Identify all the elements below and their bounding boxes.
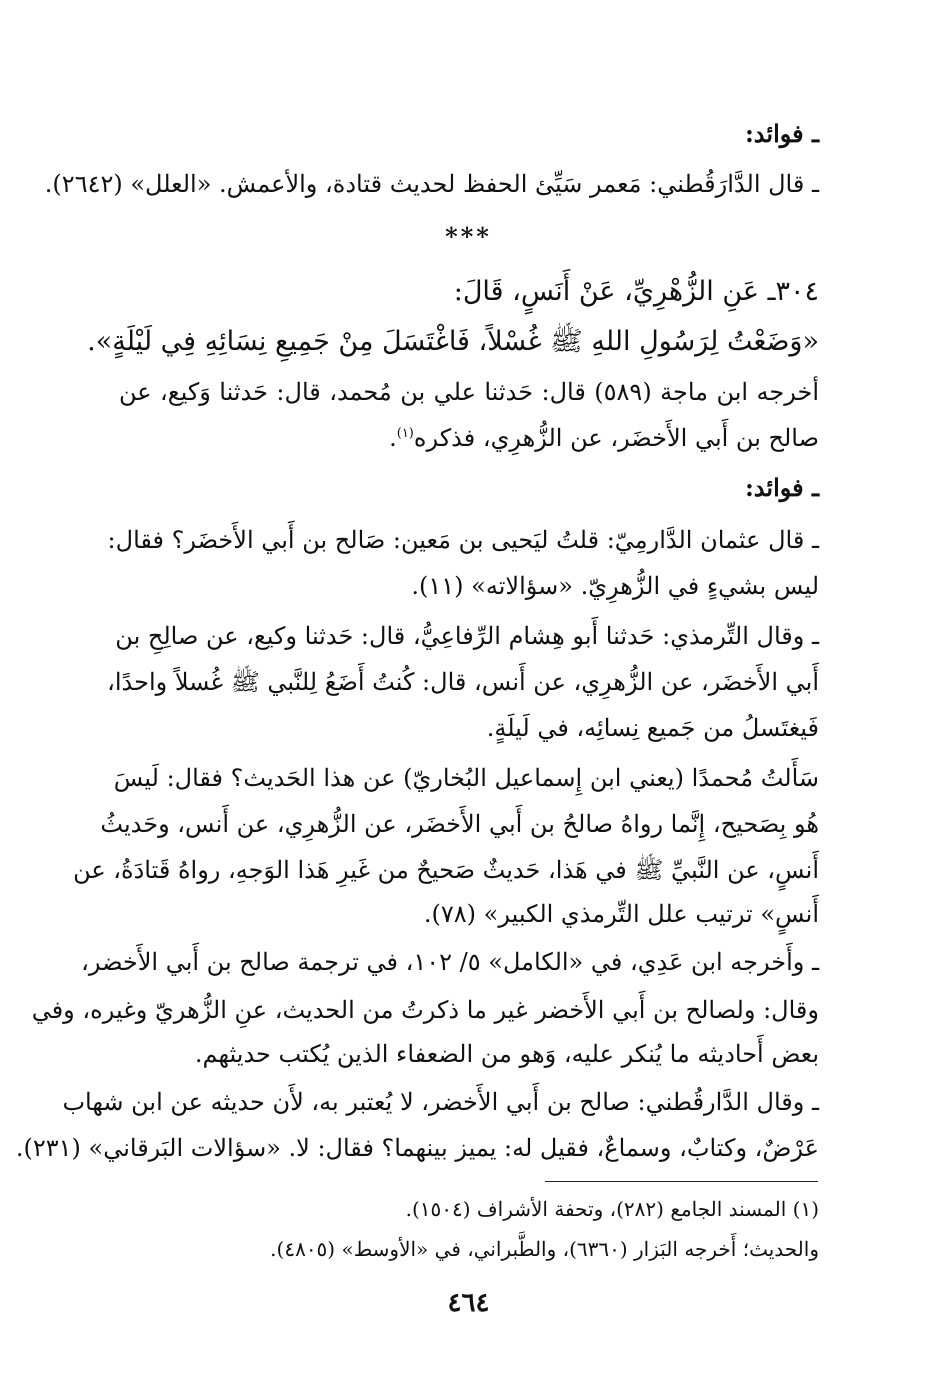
- footnote: والحديث؛ أَخرجه البَزار (٦٣٦٠)، والطَّبراني، في «الأوسط» (٤٨٠٥).: [270, 1237, 819, 1261]
- text-segment: صالح بن أَبي الأَخضَر، عن الزُّهرِي، فذكره: [413, 424, 819, 452]
- text-line: فَيغتَسلُ من جَميع نِسائِه، في لَيلَةٍ.: [486, 714, 819, 742]
- text-line: [119, 418, 819, 458]
- footnote: (١) المسند الجامع (٢٨٢)، وتحفة الأشراف (١٥٠٤).: [405, 1197, 819, 1221]
- text-line: وقال: ولصالح بن أَبي الأَخضر غير ما ذكرتُ من الحديث، عنِ الزُّهريّ وغيره، وفي: [31, 996, 819, 1024]
- section-heading-benefits: ـ فوائد:: [744, 473, 819, 502]
- text-line: أَبي الأَخضَر، عن الزُّهرِي، عن أَنس، قال: كُنتُ أَضَعُ لِلنَّبي ﷺ غُسلاً واحدًا،: [107, 668, 819, 696]
- text-segment: .: [389, 424, 397, 452]
- section-separator: ***: [445, 222, 492, 251]
- hadith-number-heading: ٣٠٤ـ عَنِ الزُّهْرِيِّ، عَنْ أَنَسٍ، قَالَ:: [453, 276, 819, 307]
- hadith-text: «وَضَعْتُ لِرَسُولِ اللهِ ﷺ غُسْلاً، فَاغْتَسَلَ مِنْ جَمِيعِ نِسَائِهِ فِي لَيْلَةٍ».: [87, 326, 819, 357]
- section-heading-benefits: ـ فوائد:: [744, 119, 819, 148]
- text-line: ليس بشيءٍ في الزُّهرِيّ. «سؤالاته» (١١).: [411, 572, 819, 600]
- text-line: ـ وقال التِّرمذي: حَدثنا أَبو هِشام الرِّفاعِيُّ، قال: حَدثنا وكيع، عن صالِحِ بن: [115, 622, 819, 650]
- text-line: عَرْضٌ، وكتابٌ، وسماعٌ، فقيل له: يميز بينهما؟ فقال: لا. «سؤالات البَرقاني» (٢٣١).: [15, 1134, 819, 1162]
- page-number: ٤٦٤: [447, 1288, 490, 1318]
- text-line: سَأَلتُ مُحمدًا (يعني ابن إِسماعيل البُخاريّ) عن هذا الحَديث؟ فقال: لَيسَ: [113, 764, 819, 792]
- text-line: ـ قال الدَّارَقُطني: مَعمر سَيِّئ الحفظ لحديث قتادة، والأعمش. «العلل» (٢٦٤٢).: [44, 170, 819, 198]
- text-line: أَنسٍ، عن النَّبيِّ ﷺ في هَذا، حَديثٌ صَحيحٌ من غَيرِ هَذا الوَجهِ، رواهُ قَتادَةُ، عن: [73, 856, 819, 884]
- text-line: ـ وأَخرجه ابن عَدِي، في «الكامل» ٥/ ١٠٢، في ترجمة صالح بن أَبي الأَخضر،: [81, 948, 819, 976]
- text-line: أخرجه ابن ماجة (٥٨٩) قال: حَدثنا علي بن مُحمد، قال: حَدثنا وَكيع، عن: [119, 378, 819, 406]
- footnote-separator: [545, 1181, 818, 1182]
- text-line: ـ قال عثمان الدَّارمِيّ: قلتُ ليَحيى بن مَعين: صَالح بن أَبي الأَخضَر؟ فقال:: [107, 526, 819, 554]
- text-line: أَنسٍ» ترتيب علل التِّرمذي الكبير» (٧٨).: [423, 900, 819, 928]
- text-line: بعض أَحاديثه ما يُنكر عليه، وَهو من الضعفاء الذين يُكتب حديثهم.: [194, 1040, 819, 1068]
- footnote-reference: (١): [396, 426, 414, 441]
- text-line: هُو بِصَحيح، إِنَّما رواهُ صالحُ بن أَبي الأَخضَر، عن الزُّهرِي، عن أَنس، وحَديثُ: [100, 810, 819, 838]
- text-line: ـ وقال الدَّارقُطني: صالح بن أَبي الأَخضر، لا يُعتبر به، لأَن حديثه عن ابن شهاب: [62, 1088, 819, 1116]
